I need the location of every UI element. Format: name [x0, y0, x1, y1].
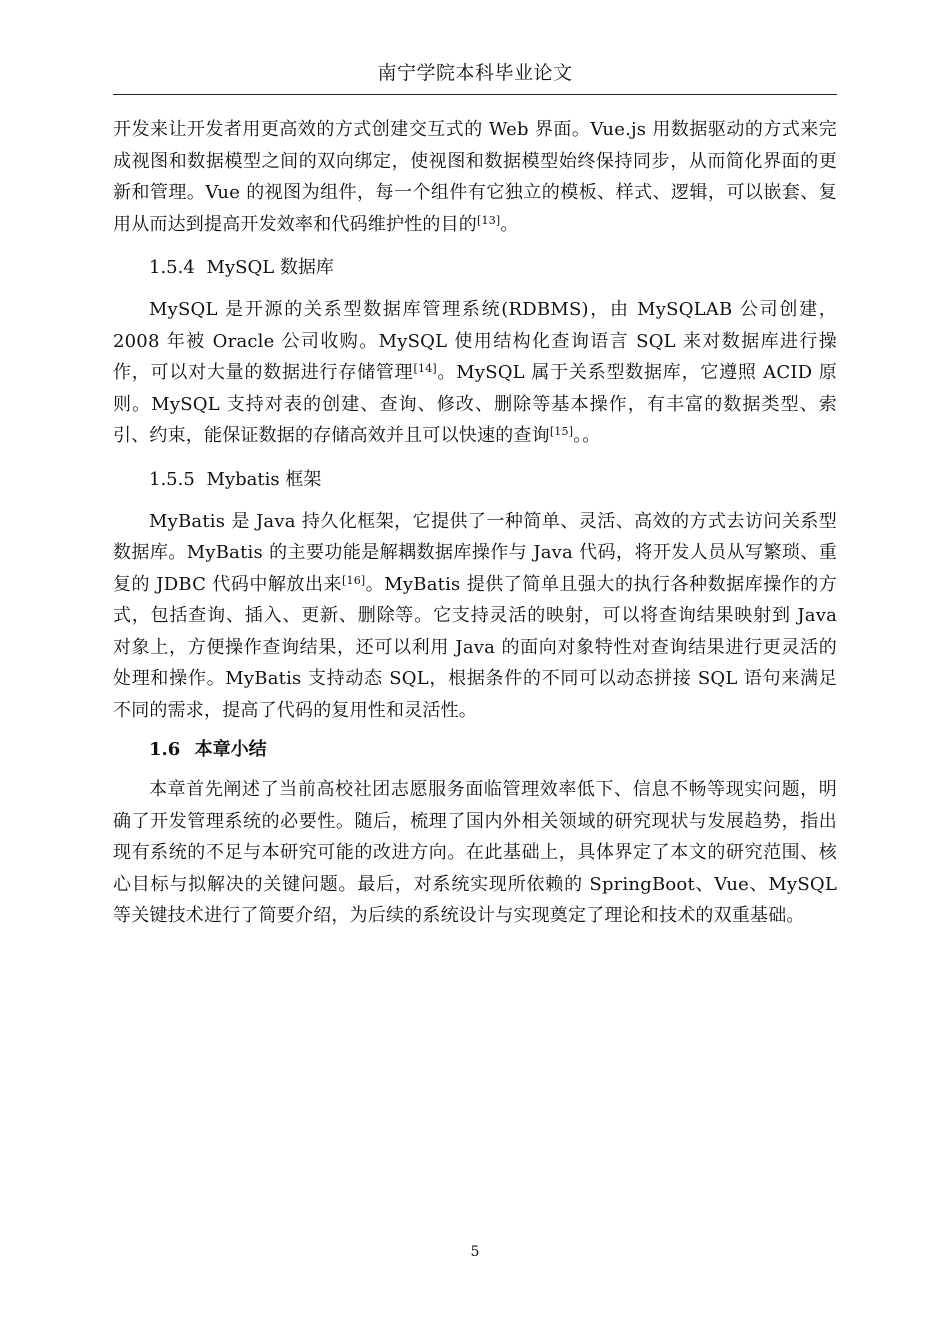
paragraph-vue-text: 开发来让开发者用更高效的方式创建交互式的 Web 界面。Vue.js 用数据驱动的方式来完成视图和数据模型之间的双向绑定，使视图和数据模型始终保持同步，从而简化界面的更新和管理。Vue 的视图为组件，每一个组件有它独立的模板、样式、逻辑，可以嵌套、复用从而达到提高开发效率和代码维护性的目的	[113, 119, 837, 235]
citation-15: [15]	[549, 425, 574, 438]
paragraph-vue	[113, 114, 837, 240]
paragraph-mysql	[113, 294, 837, 452]
section-heading-1-5-5	[113, 462, 837, 498]
section-title: MySQL 数据库	[206, 257, 334, 278]
citation-14: [14]	[413, 362, 437, 375]
paragraph-vue-tail: 。	[500, 213, 519, 235]
paragraph-mybatis	[113, 506, 837, 727]
paragraph-mybatis-part1: MyBatis 是 Java 持久化框架，它提供了一种简单、灵活、高效的方式去访问关系型数据库。MyBatis 的主要功能是解耦数据库操作与 Java 代码，将开发人员从写繁琐、重复的 JDBC 代码中解放出来	[113, 510, 837, 595]
paragraph-mysql-part1: MySQL 是开源的关系型数据库管理系统(RDBMS)，由 MySQLAB 公司创建，2008 年被 Oracle 公司收购。MySQL 使用结构化查询语言 SQL 来对数据库进行操作，可以对大量的数据进行存储管理	[113, 299, 837, 383]
section-heading-1-5-4	[113, 250, 837, 286]
paragraph-mysql-tail: 。。	[573, 425, 601, 446]
section-number: 1.5.4	[149, 257, 195, 278]
citation-13: [13]	[477, 213, 501, 227]
section-title: 本章小结	[194, 739, 267, 760]
paragraph-summary: 本章首先阐述了当前高校社团志愿服务面临管理效率低下、信息不畅等现实问题，明确了开发管理系统的必要性。随后，梳理了国内外相关领域的研究现状与发展趋势，指出现有系统的不足与本研究可能的改进方向。在此基础上，具体界定了本文的研究范围、核心目标与拟解决的关键问题。最后，对系统实现所依赖的 SpringBoot、Vue、MySQL 等关键技术进行了简要介绍，为后续的系统设计与实现奠定了理论和技术的双重基础。	[113, 779, 837, 926]
header-divider	[113, 94, 837, 95]
citation-16: [16]	[342, 573, 366, 587]
page-number: 5	[470, 1244, 480, 1260]
section-number: 1.5.5	[149, 468, 195, 490]
section-title: Mybatis 框架	[206, 468, 322, 490]
section-number: 1.6	[149, 739, 181, 760]
section-heading-1-6	[113, 732, 837, 768]
page-body	[113, 114, 837, 932]
paragraph-mysql-part2: 。MySQL 属于关系型数据库，它遵照 ACID 原则。MySQL 支持对表的创建、查询、修改、删除等基本操作，有丰富的数据类型、索引、约束，能保证数据的存储高效并且可以快速的查询	[113, 362, 837, 446]
running-header: 南宁学院本科毕业论文	[377, 62, 573, 84]
paragraph-mybatis-part2: 。MyBatis 提供了简单且强大的执行各种数据库操作的方式，包括查询、插入、更新、删除等。它支持灵活的映射，可以将查询结果映射到 Java 对象上，方便操作查询结果，还可以利用 Java 的面向对象特性对查询结果进行更灵活的处理和操作。MyBatis 支持动态 SQL，根据条件的不同可以动态拼接 SQL 语句来满足不同的需求，提高了代码的复用性和灵活性。	[113, 573, 837, 721]
